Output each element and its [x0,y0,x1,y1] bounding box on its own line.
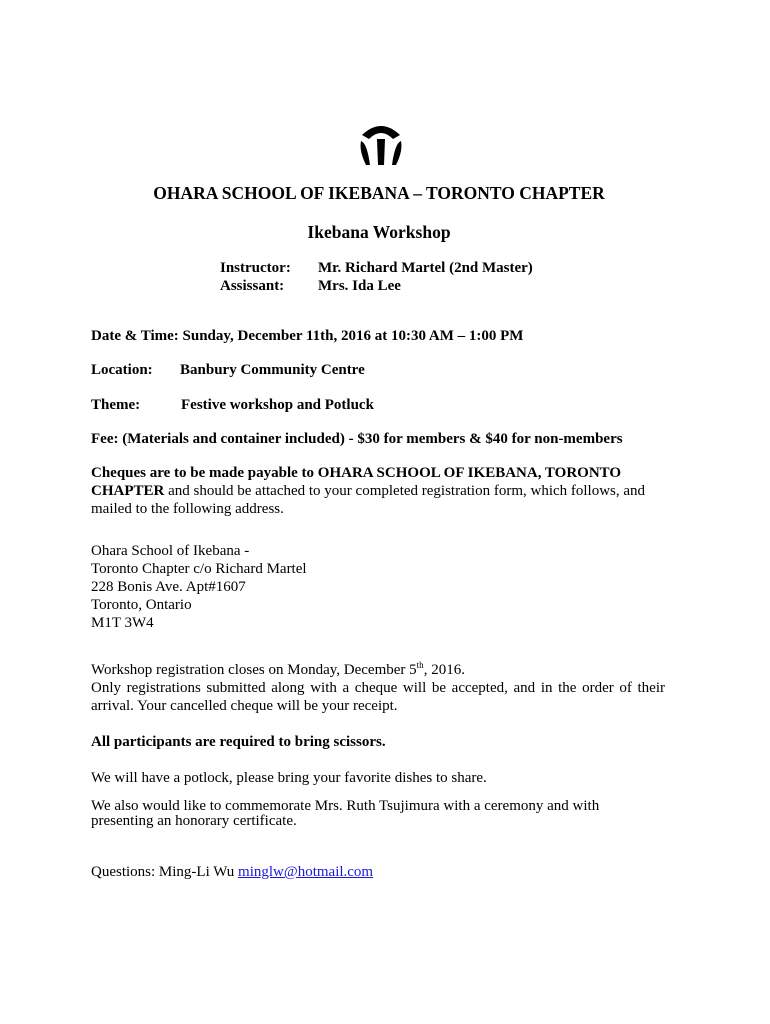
assistant-value: Mrs. Ida Lee [318,278,401,294]
cheques-line-3: mailed to the following address. [91,501,284,517]
instructor-label: Instructor: [220,260,291,276]
contact-email-link[interactable]: minglw@hotmail.com [238,864,374,880]
cheques-line-2 [91,482,671,500]
workshop-subtitle: Ikebana Workshop [307,222,451,242]
registration-close-text: Workshop registration closes on Monday, December 5 [91,662,417,678]
address-line: M1T 3W4 [91,615,154,631]
date-time: Date & Time: Sunday, December 11th, 2016 at 10:30 AM – 1:00 PM [91,328,524,344]
instructor-value: Mr. Richard Martel (2nd Master) [318,260,533,276]
scissors-notice: All participants are required to bring scissors. [91,734,386,750]
mailing-address [91,542,671,632]
theme-value: Festive workshop and Potluck [181,397,374,413]
questions-label: Questions: Ming-Li Wu [91,864,239,880]
cheques-paragraph [91,464,671,518]
registration-close [91,661,665,679]
location-label: Location: [91,362,153,378]
potluck-notice: We will have a potlock, please bring your favorite dishes to share. [91,770,487,786]
questions-line [91,863,373,881]
address-line: Toronto Chapter c/o Richard Martel [91,561,307,577]
cheques-chapter: CHAPTER [91,483,165,499]
address-line: Ohara School of Ikebana - [91,543,250,559]
registration-accept-line-2: arrival. Your cancelled cheque will be your receipt. [91,698,398,714]
address-line: 228 Bonis Ave. Apt#1607 [91,579,246,595]
assistant-label: Assissant: [220,278,285,294]
commemorate-paragraph [91,799,671,829]
registration-accept-line-1: Only registrations submitted along with a cheque will be accepted, and in the order of their [91,680,665,696]
cheques-line-2-rest: and should be attached to your completed registration form, which follows, and [164,483,646,499]
page-title: OHARA SCHOOL OF IKEBANA – TORONTO CHAPTER [153,183,605,203]
address-line: Toronto, Ontario [91,597,192,613]
registration-close-sup: th [416,660,424,670]
ohara-school-logo-icon [358,121,404,167]
theme-label: Theme: [91,397,141,413]
commemorate-line-2: presenting an honorary certificate. [91,813,297,829]
registration-paragraph [91,661,665,715]
location-value: Banbury Community Centre [180,362,365,378]
cheques-line-1: Cheques are to be made payable to OHARA SCHOOL OF IKEBANA, TORONTO [91,465,622,481]
registration-close-year: , 2016. [423,662,465,678]
commemorate-line-1: We also would like to commemorate Mrs. Ruth Tsujimura with a ceremony and with [91,798,600,814]
fee-line: Fee: (Materials and container included) - $30 for members & $40 for non-members [91,431,623,447]
